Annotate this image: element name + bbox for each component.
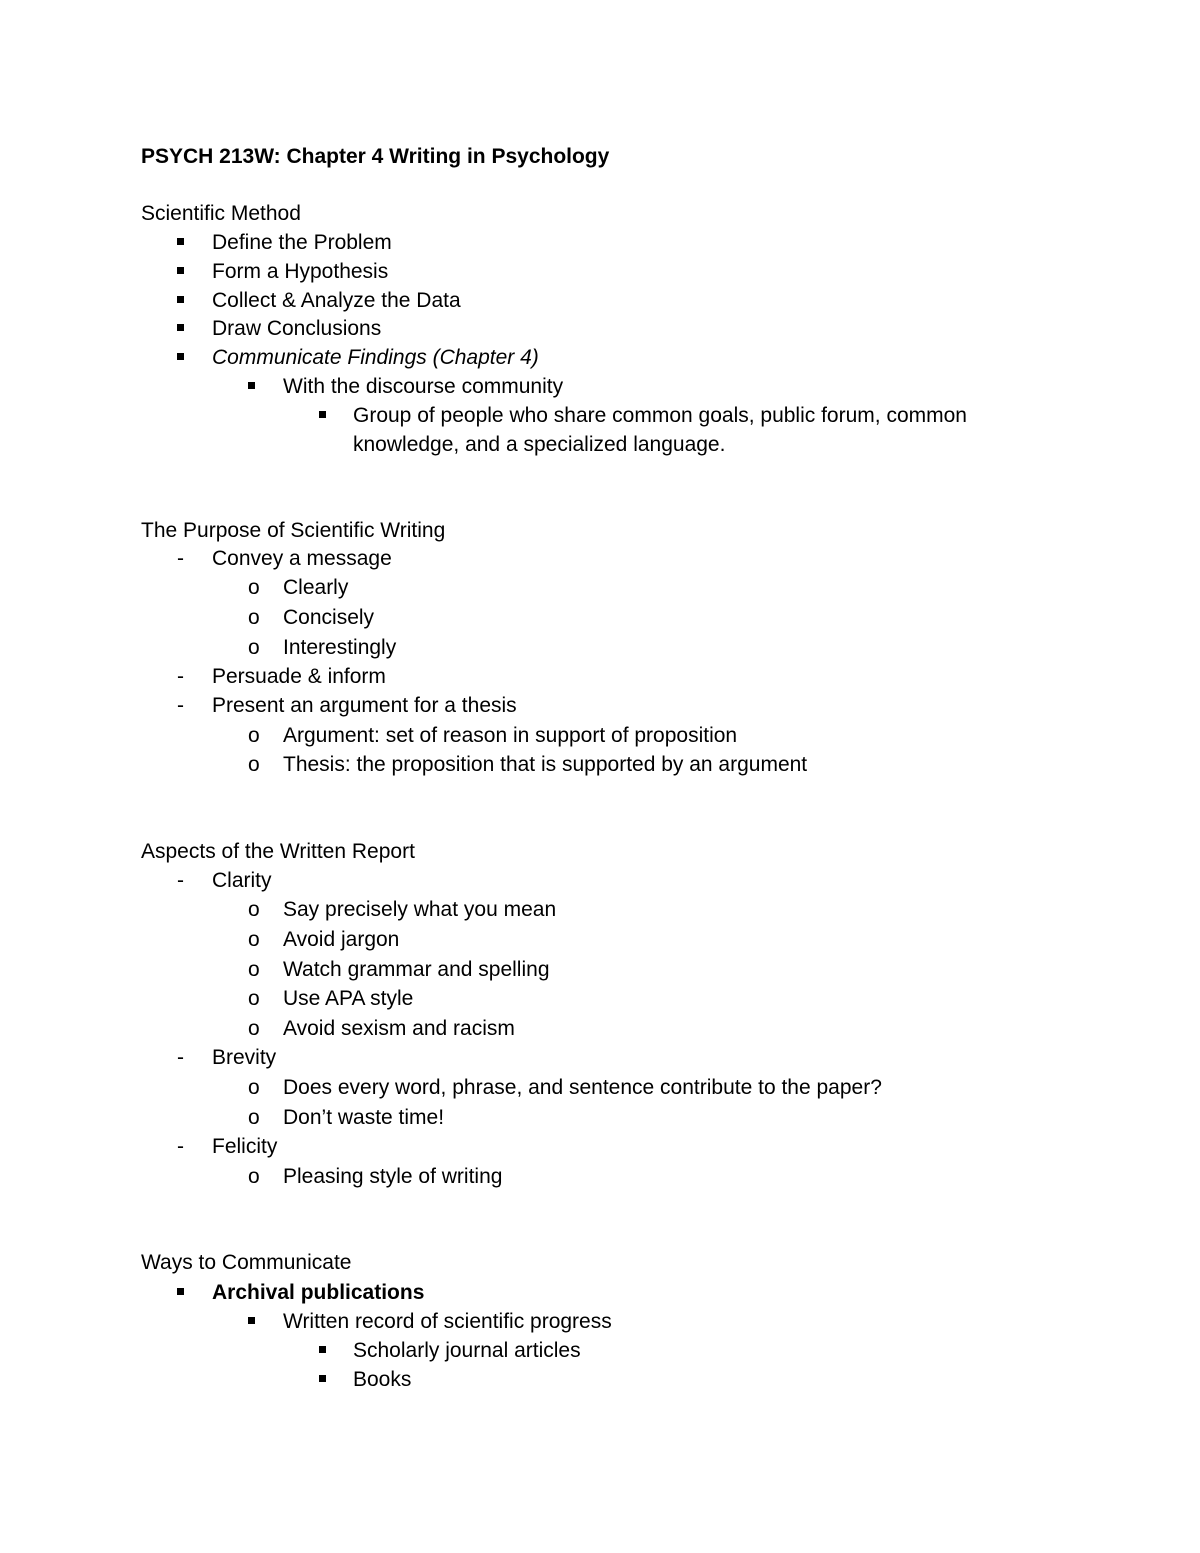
list-item: Clarity [212,869,272,892]
list-item: Draw Conclusions [212,317,382,340]
dash-bullet-icon: - [177,1046,184,1069]
list-item: Brevity [212,1046,277,1069]
circle-bullet-icon: o [248,987,260,1010]
list-item: Argument: set of reason in support of proposition [283,724,738,747]
list-item: Scholarly journal articles [353,1339,581,1362]
circle-bullet-icon: o [248,576,260,599]
dash-bullet-icon: - [177,1135,184,1158]
list-item: Form a Hypothesis [212,260,389,283]
list-item: Felicity [212,1135,278,1158]
square-bullet-icon [177,1281,197,1305]
list-item: Group of people who share common goals, public forum, common [353,404,967,427]
list-item: Say precisely what you mean [283,898,557,921]
dash-bullet-icon: - [177,869,184,892]
circle-bullet-icon: o [248,1106,260,1129]
circle-bullet-icon: o [248,1017,260,1040]
square-bullet-icon [248,375,268,399]
document-title: PSYCH 213W: Chapter 4 Writing in Psychology [141,145,610,168]
circle-bullet-icon: o [248,958,260,981]
list-item: Don’t waste time! [283,1106,445,1129]
section-heading-ways: Ways to Communicate [141,1251,352,1274]
circle-bullet-icon: o [248,928,260,951]
circle-bullet-icon: o [248,606,260,629]
list-item: Watch grammar and spelling [283,958,550,981]
list-item: Define the Problem [212,231,392,254]
square-bullet-icon [319,404,339,428]
section-heading-scientific-method: Scientific Method [141,202,301,225]
dash-bullet-icon: - [177,547,184,570]
list-item: With the discourse community [283,375,564,398]
list-item: Collect & Analyze the Data [212,289,461,312]
list-item: Avoid sexism and racism [283,1017,515,1040]
circle-bullet-icon: o [248,898,260,921]
list-item: Avoid jargon [283,928,400,951]
list-item: Convey a message [212,547,392,570]
square-bullet-icon [177,231,197,255]
list-item-continuation: knowledge, and a specialized language. [353,433,726,456]
list-item: Persuade & inform [212,665,386,688]
list-item: Thesis: the proposition that is supported by an argument [283,753,808,776]
square-bullet-icon [177,289,197,313]
circle-bullet-icon: o [248,636,260,659]
circle-bullet-icon: o [248,1076,260,1099]
square-bullet-icon [177,346,197,370]
square-bullet-icon [177,260,197,284]
circle-bullet-icon: o [248,724,260,747]
dash-bullet-icon: - [177,665,184,688]
list-item: Pleasing style of writing [283,1165,503,1188]
list-item: Does every word, phrase, and sentence contribute to the paper? [283,1076,882,1099]
list-item: Concisely [283,606,375,629]
list-item: Interestingly [283,636,397,659]
section-heading-purpose: The Purpose of Scientific Writing [141,519,446,542]
list-item: Communicate Findings (Chapter 4) [212,346,539,369]
list-item: Books [353,1368,412,1391]
list-item: Clearly [283,576,349,599]
section-heading-aspects: Aspects of the Written Report [141,840,415,863]
square-bullet-icon [248,1310,268,1334]
circle-bullet-icon: o [248,1165,260,1188]
list-item: Present an argument for a thesis [212,694,517,717]
list-item: Archival publications [212,1281,425,1304]
circle-bullet-icon: o [248,753,260,776]
square-bullet-icon [319,1339,339,1363]
dash-bullet-icon: - [177,694,184,717]
list-item: Written record of scientific progress [283,1310,612,1333]
square-bullet-icon [319,1368,339,1392]
list-item: Use APA style [283,987,414,1010]
square-bullet-icon [177,317,197,341]
